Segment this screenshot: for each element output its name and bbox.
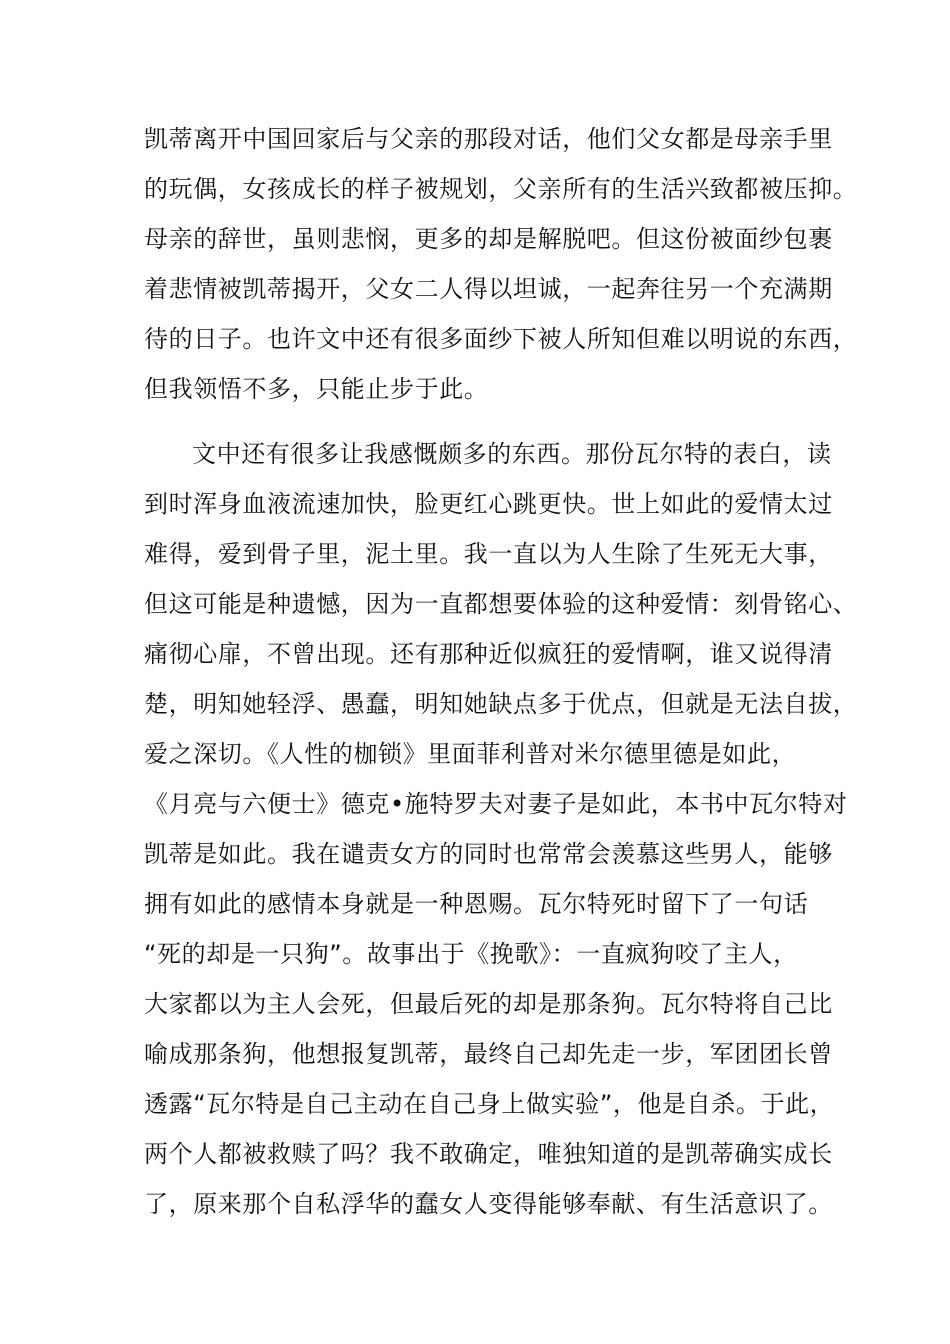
text-line: 拥有如此的感情本身就是一种恩赐。瓦尔特死时留下了一句话 xyxy=(144,890,809,918)
text-line: 痛彻心扉，不曾出现。还有那种近似疯狂的爱情啊，谁又说得清 xyxy=(144,640,833,668)
text-line: 爱之深切。《人性的枷锁》里面菲利普对米尔德里德是如此， xyxy=(144,740,797,768)
text-line: 的玩偶，女孩成长的样子被规划，父亲所有的生活兴致都被压抑。 xyxy=(144,175,858,203)
text-line: 两个人都被救赎了吗？我不敢确定，唯独知道的是凯蒂确实成长 xyxy=(144,1140,833,1168)
text-line: 楚，明知她轻浮、愚蠢，明知她缺点多于优点，但就是无法自拔， xyxy=(144,690,858,718)
text-line: 大家都以为主人会死，但最后死的却是那条狗。瓦尔特将自己比 xyxy=(144,990,833,1018)
text-line: 待的日子。也许文中还有很多面纱下被人所知但难以明说的东西， xyxy=(144,325,858,353)
text-line: 难得，爱到骨子里，泥土里。我一直以为人生除了生死无大事， xyxy=(144,540,833,568)
text-line: 着悲情被凯蒂揭开，父女二人得以坦诚，一起奔往另一个充满期 xyxy=(144,275,833,303)
text-line: 但这可能是种遗憾，因为一直都想要体验的这种爱情：刻骨铭心、 xyxy=(144,590,858,618)
text-line: 透露“瓦尔特是自己主动在自己身上做实验”，他是自杀。于此， xyxy=(144,1090,835,1118)
text-line: 凯蒂离开中国回家后与父亲的那段对话，他们父女都是母亲手里 xyxy=(144,125,833,153)
text-line: 但我领悟不多，只能止步于此。 xyxy=(144,375,489,403)
text-line: 《月亮与六便士》德克•施特罗夫对妻子是如此，本书中瓦尔特对 xyxy=(144,790,848,818)
text-line: 了，原来那个自私浮华的蠢女人变得能够奉献、有生活意识了。 xyxy=(144,1190,833,1218)
text-line: 喻成那条狗，他想报复凯蒂，最终自己却先走一步，军团团长曾 xyxy=(144,1040,833,1068)
text-line: 文中还有很多让我感慨颇多的东西。那份瓦尔特的表白，读 xyxy=(192,440,832,468)
text-line: 母亲的辞世，虽则悲悯，更多的却是解脱吧。但这份被面纱包裹 xyxy=(144,225,833,253)
text-line: 凯蒂是如此。我在谴责女方的同时也常常会羡慕这些男人，能够 xyxy=(144,840,833,868)
text-line: 到时浑身血液流速加快，脸更红心跳更快。世上如此的爱情太过 xyxy=(144,490,833,518)
text-line: “死的却是一只狗”。故事出于《挽歌》：一直疯狗咬了主人， xyxy=(144,940,798,968)
